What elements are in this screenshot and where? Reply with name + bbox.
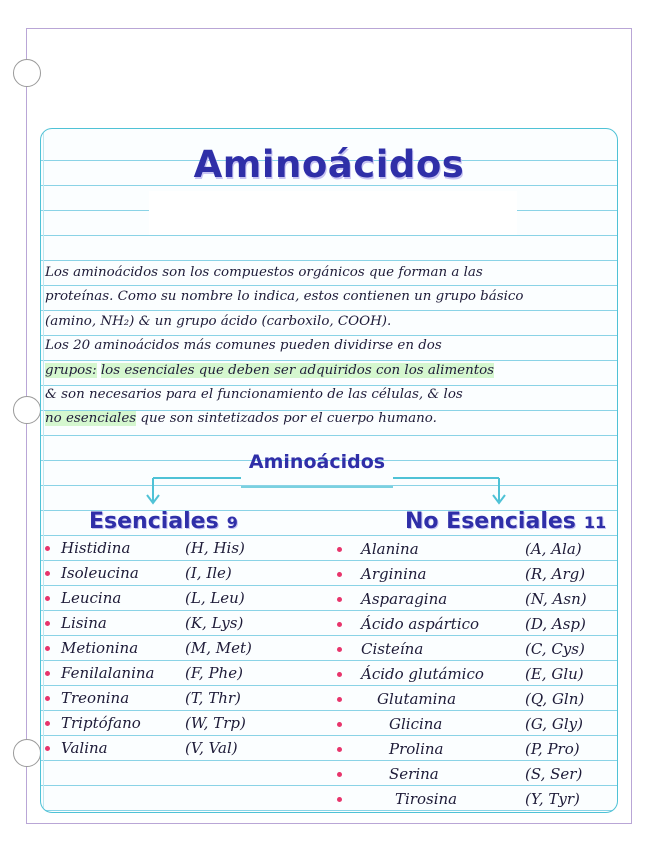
list-item bbox=[337, 662, 615, 687]
paragraph-line: proteínas. Como su nombre lo indica, estos contienen un grupo básico bbox=[45, 289, 524, 305]
list-item bbox=[45, 536, 305, 561]
amino-acid-abbreviation: (W, Trp) bbox=[185, 714, 246, 732]
amino-acid-name: Ácido glutámico bbox=[361, 665, 484, 683]
bullet-icon bbox=[337, 572, 342, 577]
amino-acid-abbreviation: (K, Lys) bbox=[185, 614, 244, 632]
highlighted-text: no esenciales bbox=[45, 411, 137, 427]
amino-acid-name: Lisina bbox=[61, 614, 107, 632]
amino-acid-name: Asparagina bbox=[361, 590, 448, 608]
bullet-icon bbox=[45, 671, 50, 676]
list-item bbox=[337, 712, 615, 737]
list-item bbox=[337, 762, 615, 787]
paragraph-line: & son necesarios para el funcionamiento de las células, & los bbox=[45, 387, 463, 403]
bullet-icon bbox=[45, 621, 50, 626]
bullet-icon bbox=[337, 747, 342, 752]
highlighted-text: los esenciales que deben ser adquiridos con los alimentos bbox=[100, 362, 495, 378]
bullet-icon bbox=[337, 672, 342, 677]
list-item bbox=[45, 561, 305, 586]
amino-acid-name: Tirosina bbox=[395, 790, 458, 808]
no-esenciales-count: 11 bbox=[583, 513, 607, 532]
amino-acid-name: Treonina bbox=[61, 689, 130, 707]
list-item bbox=[337, 737, 615, 762]
bullet-icon bbox=[337, 697, 342, 702]
amino-acid-name: Histidina bbox=[61, 539, 131, 557]
binder-hole-icon bbox=[13, 59, 41, 87]
list-item bbox=[45, 586, 305, 611]
amino-acid-abbreviation: (N, Asn) bbox=[525, 590, 587, 608]
bullet-icon bbox=[45, 646, 50, 651]
bullet-icon bbox=[337, 772, 342, 777]
list-item bbox=[45, 636, 305, 661]
amino-acid-abbreviation: (R, Arg) bbox=[525, 565, 586, 583]
list-item bbox=[337, 587, 615, 612]
amino-acid-name: Leucina bbox=[61, 589, 122, 607]
bullet-icon bbox=[337, 797, 342, 802]
page-title: Aminoácidos bbox=[193, 143, 465, 186]
amino-acid-abbreviation: (V, Val) bbox=[185, 739, 238, 757]
intro-paragraph bbox=[45, 261, 607, 432]
bullet-icon bbox=[45, 546, 50, 551]
paragraph-text: que son sintetizados por el cuerpo humano. bbox=[140, 411, 437, 427]
esenciales-heading-text: Esenciales bbox=[89, 509, 219, 534]
amino-acid-abbreviation: (S, Ser) bbox=[525, 765, 583, 783]
amino-acid-abbreviation: (F, Phe) bbox=[185, 664, 243, 682]
amino-acid-abbreviation: (D, Asp) bbox=[525, 615, 586, 633]
amino-acid-name: Valina bbox=[61, 739, 108, 757]
list-item bbox=[337, 562, 615, 587]
amino-acid-name: Arginina bbox=[361, 565, 427, 583]
amino-acid-name: Triptófano bbox=[61, 714, 141, 732]
paragraph-line bbox=[45, 359, 607, 383]
amino-acid-abbreviation: (E, Glu) bbox=[525, 665, 584, 683]
no-esenciales-list bbox=[337, 537, 615, 812]
bullet-icon bbox=[337, 547, 342, 552]
amino-acid-abbreviation: (Y, Tyr) bbox=[525, 790, 580, 808]
bullet-icon bbox=[337, 722, 342, 727]
esenciales-heading bbox=[89, 509, 238, 534]
bullet-icon bbox=[45, 571, 50, 576]
amino-acid-name: Isoleucina bbox=[61, 564, 139, 582]
diagram-title: Aminoácidos bbox=[248, 451, 386, 473]
amino-acid-name: Glicina bbox=[389, 715, 443, 733]
list-item bbox=[45, 611, 305, 636]
list-item bbox=[45, 686, 305, 711]
paragraph-line: Los aminoácidos son los compuestos orgánicos que forman a las bbox=[45, 265, 483, 280]
classification-diagram bbox=[41, 451, 617, 509]
paragraph-line bbox=[45, 407, 607, 431]
esenciales-list bbox=[45, 536, 305, 761]
bullet-icon bbox=[337, 647, 342, 652]
esenciales-count: 9 bbox=[226, 513, 238, 532]
amino-acid-abbreviation: (A, Ala) bbox=[525, 540, 582, 558]
amino-acid-name: Metionina bbox=[61, 639, 139, 657]
list-item bbox=[45, 711, 305, 736]
no-esenciales-heading bbox=[405, 509, 606, 534]
list-item bbox=[337, 637, 615, 662]
bullet-icon bbox=[45, 696, 50, 701]
no-esenciales-heading-text: No Esenciales bbox=[405, 509, 576, 534]
binder-hole-icon bbox=[13, 739, 41, 767]
paragraph-line: Los 20 aminoácidos más comunes pueden dividirse en dos bbox=[45, 338, 442, 354]
binder-hole-icon bbox=[13, 396, 41, 424]
amino-acid-abbreviation: (P, Pro) bbox=[525, 740, 580, 758]
bullet-icon bbox=[45, 596, 50, 601]
amino-acid-abbreviation: (L, Leu) bbox=[185, 589, 245, 607]
lined-note-panel bbox=[40, 128, 618, 813]
amino-acid-abbreviation: (M, Met) bbox=[185, 639, 252, 657]
list-item bbox=[337, 687, 615, 712]
highlighted-text: grupos: bbox=[45, 362, 97, 378]
list-item bbox=[45, 736, 305, 761]
correction-tape bbox=[149, 191, 517, 235]
list-item bbox=[337, 787, 615, 812]
amino-acid-name: Alanina bbox=[361, 540, 419, 558]
bullet-icon bbox=[337, 622, 342, 627]
list-item bbox=[337, 612, 615, 637]
list-item bbox=[45, 661, 305, 686]
amino-acid-name: Cisteína bbox=[361, 640, 424, 658]
amino-acid-abbreviation: (G, Gly) bbox=[525, 715, 583, 733]
amino-acid-abbreviation: (H, His) bbox=[185, 539, 245, 557]
amino-acid-name: Serina bbox=[389, 765, 439, 783]
bullet-icon bbox=[45, 721, 50, 726]
amino-acid-name: Fenilalanina bbox=[61, 664, 155, 682]
amino-acid-abbreviation: (I, Ile) bbox=[185, 564, 232, 582]
amino-acid-name: Glutamina bbox=[377, 690, 457, 708]
bullet-icon bbox=[337, 597, 342, 602]
amino-acid-abbreviation: (T, Thr) bbox=[185, 689, 241, 707]
bullet-icon bbox=[45, 746, 50, 751]
amino-acid-abbreviation: (C, Cys) bbox=[525, 640, 585, 658]
paragraph-line: (amino, NH₂) & un grupo ácido (carboxilo, COOH). bbox=[45, 313, 392, 329]
amino-acid-name: Prolina bbox=[389, 740, 444, 758]
list-item bbox=[337, 537, 615, 562]
amino-acid-name: Ácido aspártico bbox=[361, 615, 480, 633]
amino-acid-abbreviation: (Q, Gln) bbox=[525, 690, 585, 708]
